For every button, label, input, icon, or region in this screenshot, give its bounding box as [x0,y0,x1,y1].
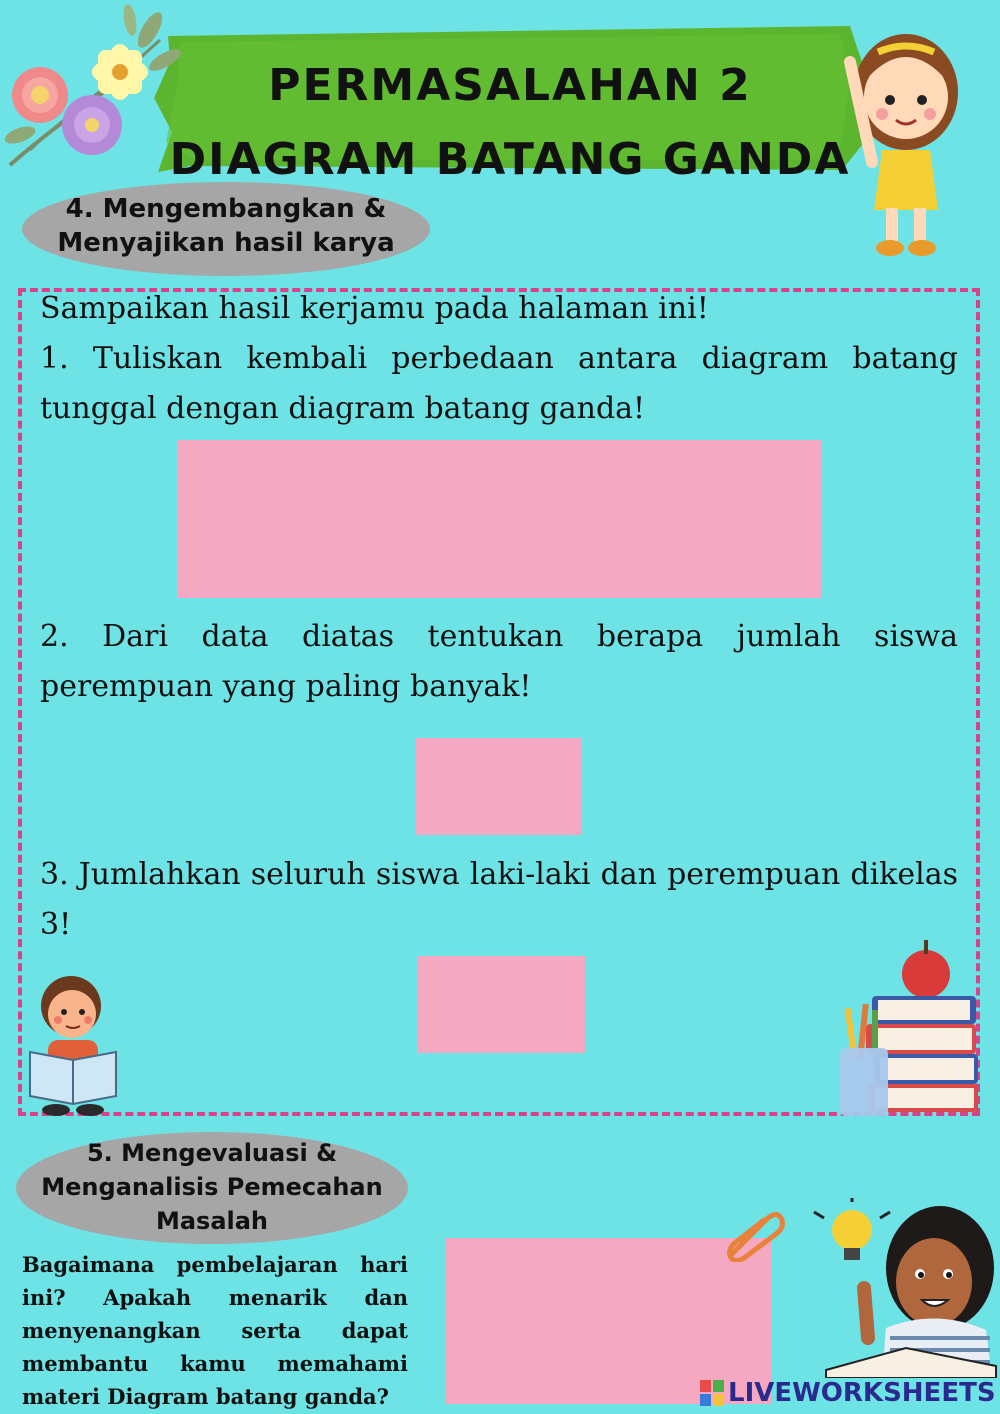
question-1: 1. Tuliskan kembali perbedaan antara diagram batang tunggal dengan diagram batang ganda! [40,341,958,426]
girl-with-lightbulb-illustration [806,1198,1000,1378]
flower-bouquet-icon [0,0,190,175]
paperclip-icon [724,1206,786,1262]
answer-box-1[interactable] [177,440,821,598]
page-title-line1: PERMASALAHAN 2 [268,60,752,111]
girl-waving-illustration [838,22,968,262]
question-2: 2. Dari data diatas tentukan berapa jumlah siswa perempuan yang paling banyak! [40,619,958,704]
title-banner [150,22,870,185]
page-title-line2: DIAGRAM BATANG GANDA [169,134,851,185]
answer-box-2[interactable] [415,738,582,835]
books-apple-pencils-illustration [838,938,980,1120]
worksheet-intro: Sampaikan hasil kerjamu pada halaman ini! [40,291,709,326]
question-3: 3. Jumlahkan seluruh siswa laki-laki dan perempuan dikelas 3! [40,857,958,942]
brand-name: LIVEWORKSHEETS [728,1378,996,1408]
step4-heading: 4. Mengembangkan & Menyajikan hasil karya [22,182,430,276]
reflection-question: Bagaimana pembelajaran hari ini? Apakah menarik dan menyenangkan serta dapat membantu kamu memahami materi Diagram batang ganda? [22,1252,408,1409]
boy-reading-illustration [26,968,121,1118]
liveworksheets-logo-icon [700,1380,724,1406]
step5-heading: 5. Mengevaluasi & Menganalisis Pemecahan Masalah [16,1132,408,1244]
liveworksheets-brand [700,1378,996,1408]
answer-box-3[interactable] [418,956,585,1053]
